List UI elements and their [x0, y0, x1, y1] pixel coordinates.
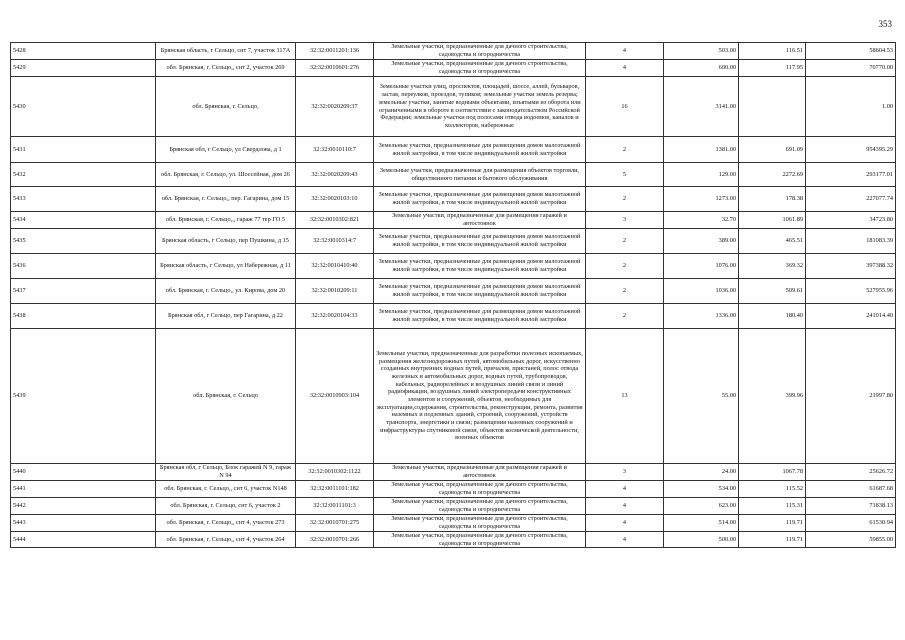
table-row — [11, 60, 896, 77]
address-cell: Брянская область, г Сельцо, снт 7, участок 117А — [156, 43, 296, 60]
address-cell: обл. Брянская, г. Сельцо,, снт 4, участок 264 — [156, 532, 296, 548]
area-cell: 129.00 — [664, 163, 739, 187]
rate-cell: 115.31 — [739, 498, 806, 515]
table-row — [11, 329, 896, 464]
address-cell: обл. Брянская, г. Сельцо, снт 6, участок 2 — [156, 498, 296, 515]
area-cell: 3141.00 — [664, 77, 739, 137]
category-cell: 4 — [586, 498, 664, 515]
table-row — [11, 137, 896, 163]
land-use-cell: Земельные участки, предназначенные для размещения домов малоэтажной жилой застройки, в том числе индивидуальной жилой застройки — [374, 229, 586, 254]
cadastral-value-cell: 1.00 — [806, 77, 896, 137]
category-cell: 13 — [586, 329, 664, 464]
category-cell: 2 — [586, 137, 664, 163]
table-row — [11, 532, 896, 548]
row-number: 5429 — [11, 60, 156, 77]
area-cell: 55.00 — [664, 329, 739, 464]
area-cell: 623.00 — [664, 498, 739, 515]
land-use-cell: Земельные участки, предназначенные для дачного строительства, садоводства и огородничества — [374, 498, 586, 515]
category-cell: 4 — [586, 532, 664, 548]
category-cell: 3 — [586, 212, 664, 229]
cadastral-number-cell: 32:32:0010209:11 — [296, 279, 374, 304]
table-row — [11, 187, 896, 212]
table-row — [11, 498, 896, 515]
category-cell: 16 — [586, 77, 664, 137]
cadastral-value-cell: 34723.80 — [806, 212, 896, 229]
table-row — [11, 163, 896, 187]
cadastral-number-cell: 32:32:0010110:7 — [296, 137, 374, 163]
row-number: 5430 — [11, 77, 156, 137]
land-use-cell: Земельные участки, предназначенные для дачного строительства, садоводства и огородничества — [374, 515, 586, 532]
table-row — [11, 254, 896, 279]
rate-cell: 1061.89 — [739, 212, 806, 229]
rate-cell: 178.38 — [739, 187, 806, 212]
cadastral-number-cell: 32:32:0011201:136 — [296, 43, 374, 60]
cadastral-number-cell: 32:32:0020104:33 — [296, 304, 374, 329]
row-number: 5432 — [11, 163, 156, 187]
cadastral-value-cell: 58604.53 — [806, 43, 896, 60]
land-use-cell: Земельные участки, предназначенные для размещения объектов торговли, общественного питания и бытового обслуживания — [374, 163, 586, 187]
address-cell: обл. Брянская, г. Сельцо — [156, 329, 296, 464]
table-row — [11, 481, 896, 498]
rate-cell: 119.71 — [739, 515, 806, 532]
cadastral-value-cell: 293177.01 — [806, 163, 896, 187]
land-use-cell: Земельные участки, предназначенные для дачного строительства, садоводства и огородничества — [374, 60, 586, 77]
land-use-cell: Земельные участки, предназначенные для размещения домов малоэтажной жилой застройки, в том числе индивидуальной жилой застройки — [374, 279, 586, 304]
cadastral-number-cell: 32:32:0010701:266 — [296, 532, 374, 548]
address-cell: Брянская обл, г Сельцо, пер Гагарина, д 22 — [156, 304, 296, 329]
land-use-cell: Земельные участки улиц, проспектов, площадей, шоссе, аллей, бульваров, застав, переулков, проездов, тупиков; земельные участки земель резерва; земельные участки, занятые водными объектами, изъятыми из оборота или ограниченными в обороте в соответствии с законодательством Российской Федерации; земельные участки под полосами отвода водоемов, каналов и коллекторов, набережные — [374, 77, 586, 137]
table-row — [11, 464, 896, 481]
address-cell: обл. Брянская, г. Сельцо,, снт 6, участок N148 — [156, 481, 296, 498]
land-use-cell: Земельные участки, предназначенные для дачного строительства, садоводства и огородничества — [374, 481, 586, 498]
row-number: 5440 — [11, 464, 156, 481]
land-use-cell: Земельные участки, предназначенные для размещения домов малоэтажной жилой застройки, в том числе индивидуальной жилой застройки — [374, 304, 586, 329]
land-use-cell: Земельные участки, предназначенные для дачного строительства, садоводства и огородничества — [374, 532, 586, 548]
cadastral-value-cell: 241014.40 — [806, 304, 896, 329]
category-cell: 2 — [586, 229, 664, 254]
land-use-cell: Земельные участки, предназначенные для размещения домов малоэтажной жилой застройки, в том числе индивидуальной жилой застройки — [374, 254, 586, 279]
rate-cell: 2272.69 — [739, 163, 806, 187]
address-cell: обл. Брянская, г. Сельцо,, пер. Гагарина, дом 15 — [156, 187, 296, 212]
address-cell: Брянская область, г Сельцо, пер Пушкина, д 15 — [156, 229, 296, 254]
address-cell: обл. Брянская, г. Сельцо, — [156, 77, 296, 137]
row-number: 5443 — [11, 515, 156, 532]
cadastral-number-cell: 32:32:0020209:37 — [296, 77, 374, 137]
rate-cell: 399.96 — [739, 329, 806, 464]
cadastral-value-cell: 397388.32 — [806, 254, 896, 279]
row-number: 5444 — [11, 532, 156, 548]
table-row — [11, 212, 896, 229]
category-cell: 2 — [586, 279, 664, 304]
category-cell: 2 — [586, 254, 664, 279]
table-row — [11, 304, 896, 329]
rate-cell: 1067.78 — [739, 464, 806, 481]
category-cell: 3 — [586, 464, 664, 481]
cadastral-value-cell: 954395.29 — [806, 137, 896, 163]
table-row — [11, 279, 896, 304]
cadastral-number-cell: 32:32:0010903:104 — [296, 329, 374, 464]
address-cell: Брянская область, г Сельцо, ул Набережная, д 11 — [156, 254, 296, 279]
area-cell: 1076.00 — [664, 254, 739, 279]
table-row — [11, 229, 896, 254]
land-use-cell: Земельные участки, предназначенные для дачного строительства, садоводства и огородничества — [374, 43, 586, 60]
area-cell: 32.70 — [664, 212, 739, 229]
cadastral-value-cell: 61687.68 — [806, 481, 896, 498]
rate-cell — [739, 77, 806, 137]
cadastral-number-cell: 32:32:0010302:1122 — [296, 464, 374, 481]
cadastral-value-cell: 61530.94 — [806, 515, 896, 532]
row-number: 5438 — [11, 304, 156, 329]
rate-cell: 465.51 — [739, 229, 806, 254]
row-number: 5436 — [11, 254, 156, 279]
address-cell: обл. Брянская, г. Сельцо,,, гараж 77 тер ГО 5 — [156, 212, 296, 229]
category-cell: 2 — [586, 304, 664, 329]
rate-cell: 509.61 — [739, 279, 806, 304]
area-cell: 389.00 — [664, 229, 739, 254]
land-registry-table — [10, 42, 896, 548]
land-use-cell: Земельные участки, предназначенные для размещения гаражей и автостоянок — [374, 212, 586, 229]
cadastral-value-cell: 227077.74 — [806, 187, 896, 212]
table-body — [11, 43, 896, 548]
cadastral-number-cell: 32:32:0010701:275 — [296, 515, 374, 532]
cadastral-value-cell: 59855.00 — [806, 532, 896, 548]
rate-cell: 691.09 — [739, 137, 806, 163]
table-row — [11, 43, 896, 60]
category-cell: 4 — [586, 43, 664, 60]
cadastral-value-cell: 71838.13 — [806, 498, 896, 515]
area-cell: 600.00 — [664, 60, 739, 77]
cadastral-number-cell: 32:32:0020209:43 — [296, 163, 374, 187]
row-number: 5428 — [11, 43, 156, 60]
category-cell: 2 — [586, 187, 664, 212]
rate-cell: 369.32 — [739, 254, 806, 279]
row-number: 5434 — [11, 212, 156, 229]
land-use-cell: Земельные участки, предназначенные для размещения домов малоэтажной жилой застройки, в том числе индивидуальной жилой застройки — [374, 137, 586, 163]
cadastral-number-cell: 32:32:0010601:276 — [296, 60, 374, 77]
cadastral-value-cell: 70770.00 — [806, 60, 896, 77]
cadastral-number-cell: 32:32:0010302:821 — [296, 212, 374, 229]
cadastral-number-cell: 32:32:0010410:40 — [296, 254, 374, 279]
land-use-cell: Земельные участки, предназначенные для размещения гаражей и автостоянок — [374, 464, 586, 481]
address-cell: обл. Брянская, г. Сельцо,, ул. Кирова, дом 20 — [156, 279, 296, 304]
address-cell: обл. Брянская, г. Сельцо,, снт 2, участок 269 — [156, 60, 296, 77]
area-cell: 1273.00 — [664, 187, 739, 212]
table-row — [11, 77, 896, 137]
table-row — [11, 515, 896, 532]
page-number: 353 — [878, 19, 892, 29]
row-number: 5437 — [11, 279, 156, 304]
cadastral-number-cell: 32:32:0011101:3 — [296, 498, 374, 515]
rate-cell: 117.95 — [739, 60, 806, 77]
area-cell: 24.00 — [664, 464, 739, 481]
address-cell: обл. Брянская, г. Сельцо, ул. Шоссейная, дом 26 — [156, 163, 296, 187]
area-cell: 514.00 — [664, 515, 739, 532]
area-cell: 1036.00 — [664, 279, 739, 304]
row-number: 5435 — [11, 229, 156, 254]
rate-cell: 115.52 — [739, 481, 806, 498]
land-use-cell: Земельные участки, предназначенные для разработки полезных ископаемых, размещения железнодорожных путей, автомобильных дорог, искусственно созданных внутренних водных путей, причалов, пристаней, полос отвода железных и автомобильных дорог, водных путей, трубопроводов, кабельных, радиорелейных и воздушных линий связи и линий радиофикации, воздушных линий электропередачи конструктивных элементов и сооружений, объектов, необходимых для эксплуатации,содержания, строительства, реконструкции, ремонта, развития наземных и подземных зданий, строений, сооружений, устройств транспорта, энергетики и связи; размещения наземных сооружений и инфраструктуры спутниковой связи, объектов космической деятельности, военных объектов — [374, 329, 586, 464]
cadastral-value-cell: 527955.96 — [806, 279, 896, 304]
area-cell: 500.00 — [664, 532, 739, 548]
area-cell: 534.00 — [664, 481, 739, 498]
row-number: 5439 — [11, 329, 156, 464]
cadastral-number-cell: 32:32:0011101:182 — [296, 481, 374, 498]
rate-cell: 119.71 — [739, 532, 806, 548]
cadastral-value-cell: 181083.39 — [806, 229, 896, 254]
area-cell: 503.00 — [664, 43, 739, 60]
area-cell: 1336.00 — [664, 304, 739, 329]
category-cell: 4 — [586, 515, 664, 532]
land-use-cell: Земельные участки, предназначенные для размещения домов малоэтажной жилой застройки, в том числе индивидуальной жилой застройки — [374, 187, 586, 212]
cadastral-number-cell: 32:32:0010314:7 — [296, 229, 374, 254]
address-cell: Брянская обл, г Сельцо, ул Свердлова, д 1 — [156, 137, 296, 163]
area-cell: 1381.00 — [664, 137, 739, 163]
row-number: 5442 — [11, 498, 156, 515]
row-number: 5441 — [11, 481, 156, 498]
cadastral-number-cell: 32:32:0020103:10 — [296, 187, 374, 212]
cadastral-value-cell: 21997.80 — [806, 329, 896, 464]
address-cell: Брянская обл, г Сельцо, Блок гаражей N 9, гараж N 94 — [156, 464, 296, 481]
address-cell: обл. Брянская, г. Сельцо,, снт 4, участок 273 — [156, 515, 296, 532]
category-cell: 4 — [586, 481, 664, 498]
row-number: 5431 — [11, 137, 156, 163]
cadastral-value-cell: 25626.72 — [806, 464, 896, 481]
row-number: 5433 — [11, 187, 156, 212]
rate-cell: 116.51 — [739, 43, 806, 60]
category-cell: 4 — [586, 60, 664, 77]
rate-cell: 180.40 — [739, 304, 806, 329]
category-cell: 5 — [586, 163, 664, 187]
